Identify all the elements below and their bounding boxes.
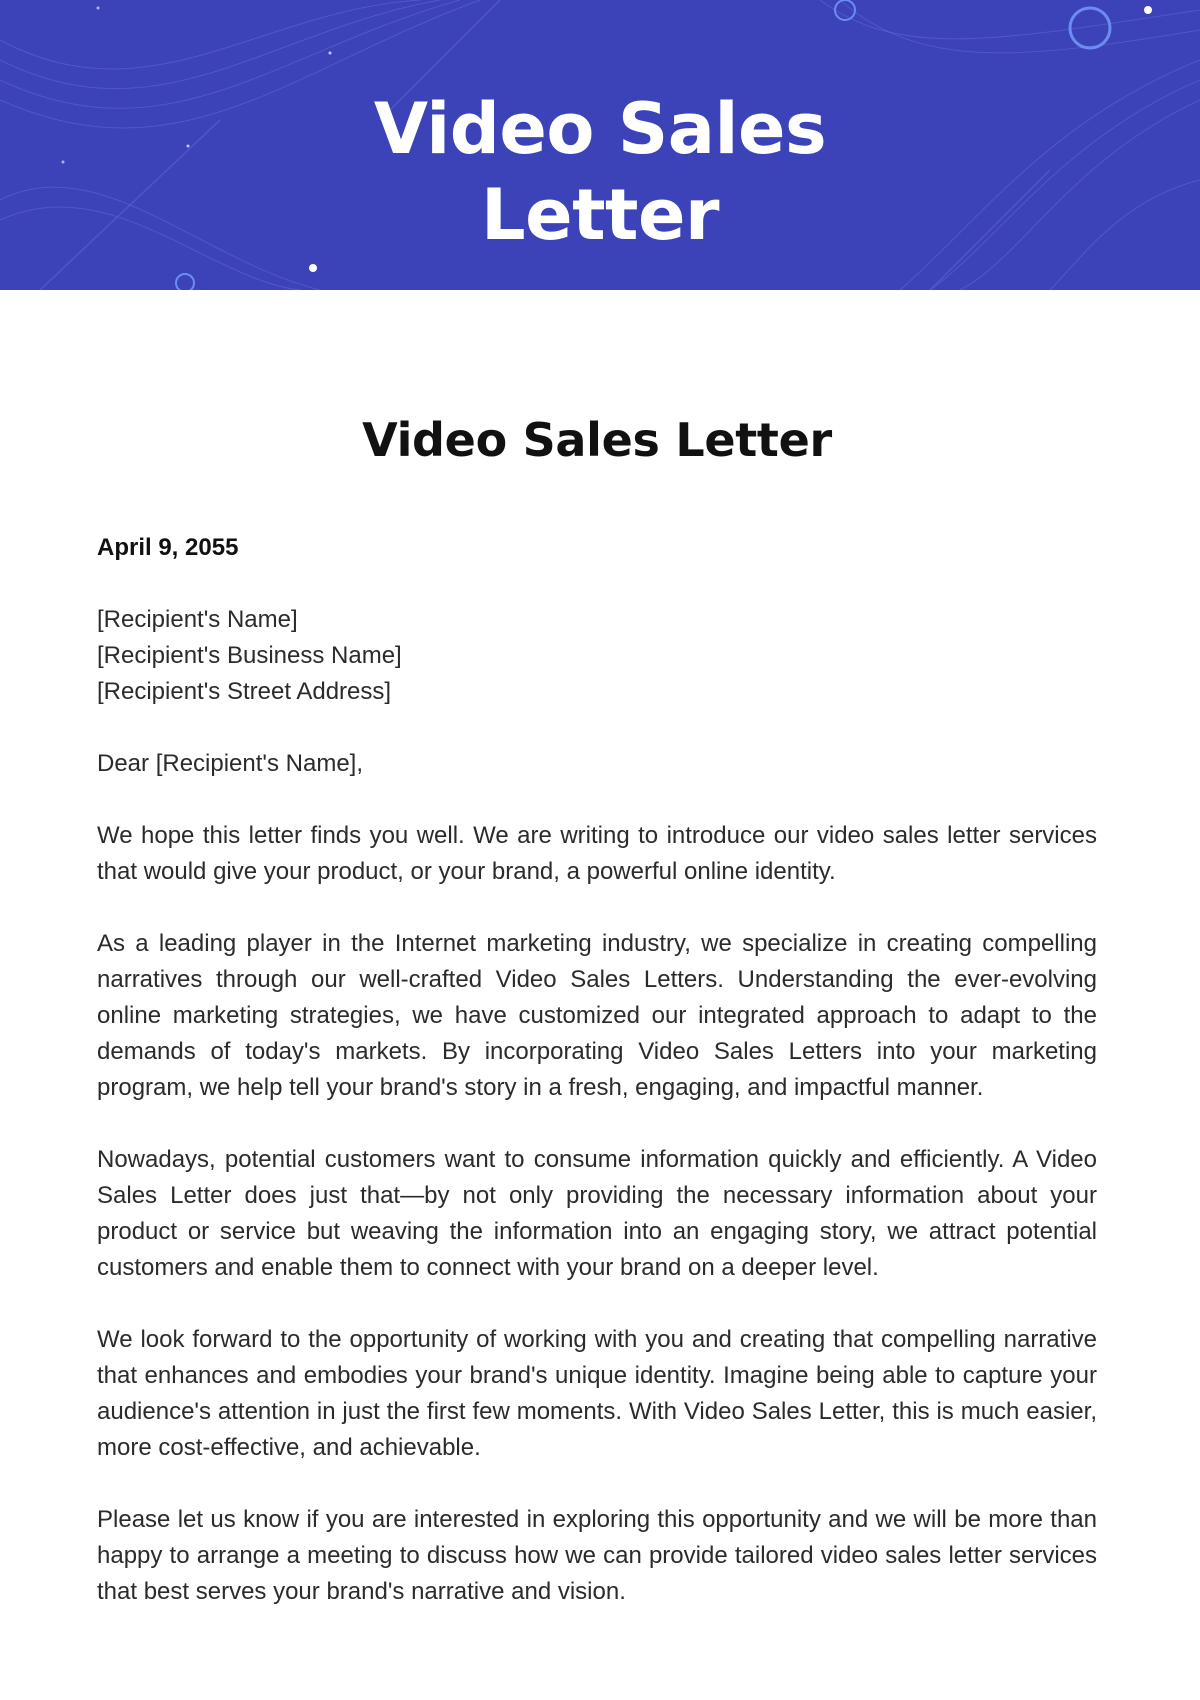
banner-title [0,86,1200,258]
document-title: Video Sales Letter [362,413,832,467]
paragraph-intro: We hope this letter finds you well. We are writing to introduce our video sales letter services that would give your product, or your brand, a powerful online identity. [97,822,1097,885]
recipient-block [97,602,1097,710]
header-banner [0,0,1200,290]
paragraph-benefits: Nowadays, potential customers want to consume information quickly and efficiently. A Video Sales Letter does just that—by not only providing the necessary information about your product or service but weaving the information into an engaging story, we attract potential customers and enable them to connect with your brand on a deeper level. [97,1146,1097,1281]
banner-title-line-2: Letter [480,174,719,256]
paragraph-opportunity: We look forward to the opportunity of working with you and creating that compelling narrative that enhances and embodies your brand's unique identity. Imagine being able to capture your audience's attention in just the first few moments. With Video Sales Letter, this is much easier, more cost-effective, and achievable. [97,1326,1097,1461]
paragraph-expertise: As a leading player in the Internet marketing industry, we specialize in creating compelling narratives through our well-crafted Video Sales Letters. Understanding the ever-evolving online marketing strategies, we have customized our integrated approach to adapt to the demands of today's markets. By incorporating Video Sales Letters into your marketing program, we help tell your brand's story in a fresh, engaging, and impactful manner. [97,930,1097,1101]
recipient-business-name: [Recipient's Business Name] [97,642,402,669]
salutation: Dear [Recipient's Name], [97,750,364,777]
recipient-street-address: [Recipient's Street Address] [97,678,392,705]
paragraph-call-to-action: Please let us know if you are interested in exploring this opportunity and we will be more than happy to arrange a meeting to discuss how we can provide tailored video sales letter services that best serves your brand's narrative and vision. [97,1506,1097,1605]
banner-title-line-1: Video Sales [373,88,827,170]
letter-date: April 9, 2055 [97,534,239,561]
letter-body [97,410,1097,1646]
recipient-name: [Recipient's Name] [97,606,298,633]
